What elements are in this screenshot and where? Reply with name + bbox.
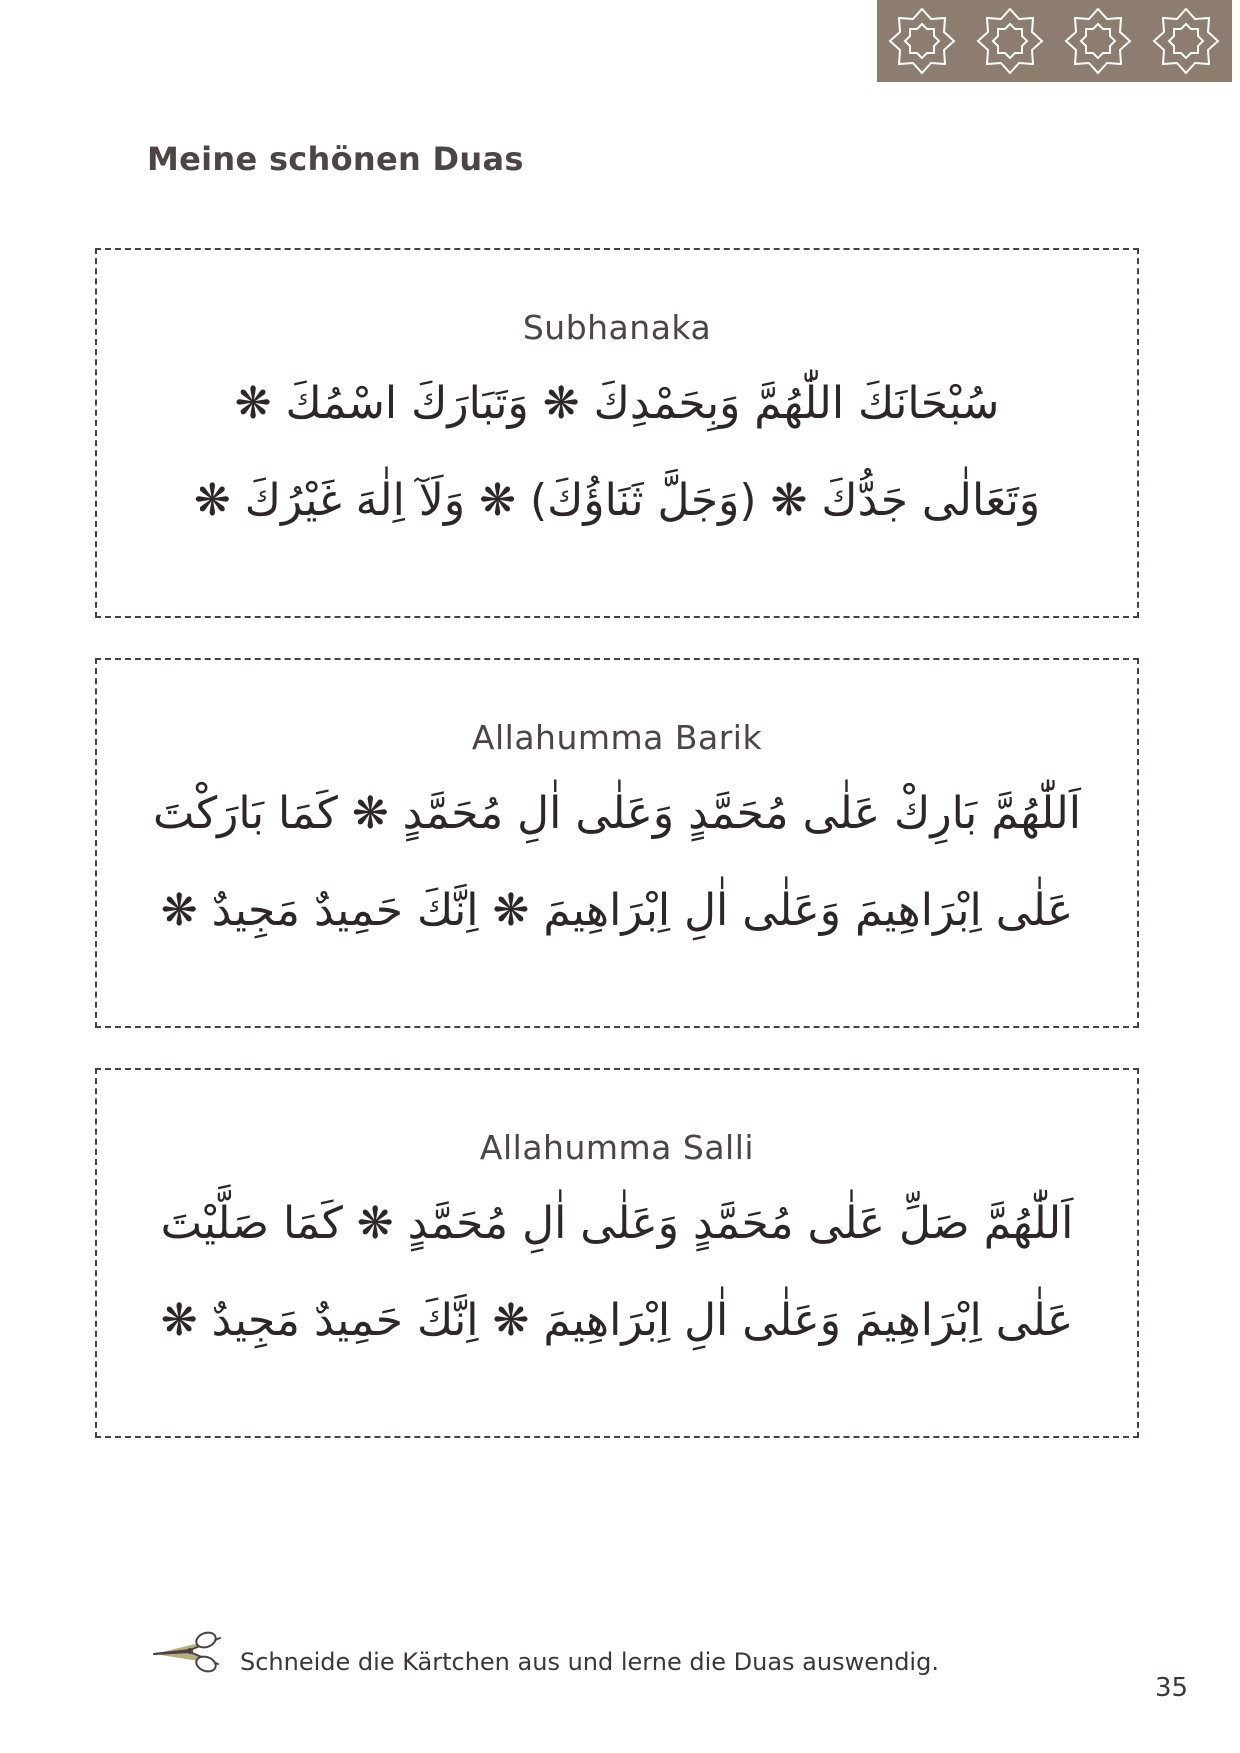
arabic-text-line: وَتَعَالٰى جَدُّكَ ❋ (وَجَلَّ ثَنَاؤُكَ) ❋ وَلَآ اِلٰهَ غَيْرُكَ ❋ xyxy=(193,475,1041,526)
page-number: 35 xyxy=(1155,1673,1189,1703)
ornament-strip xyxy=(877,0,1232,82)
card-title: Allahumma Barik xyxy=(471,718,763,757)
card-title: Subhanaka xyxy=(522,308,712,347)
arabic-text-line: سُبْحَانَكَ اللّٰهُمَّ وَبِحَمْدِكَ ❋ وَتَبَارَكَ اسْمُكَ ❋ xyxy=(234,378,1000,429)
card-title: Allahumma Salli xyxy=(479,1128,755,1167)
page-title: Meine schönen Duas xyxy=(147,140,524,178)
arabic-text-line: اَللّٰهُمَّ صَلِّ عَلٰى مُحَمَّدٍ وَعَلٰى اٰلِ مُحَمَّدٍ ❋ كَمَا صَلَّيْتَ xyxy=(160,1198,1074,1249)
scissors-icon xyxy=(150,1628,226,1676)
footer-instruction xyxy=(150,1628,1050,1688)
dua-card-allahumma-barik xyxy=(95,658,1139,1028)
dua-card-allahumma-salli xyxy=(95,1068,1139,1438)
star-pattern-icon xyxy=(877,0,1232,82)
arabic-text-line: عَلٰى اِبْرَاهِيمَ وَعَلٰى اٰلِ اِبْرَاهِيمَ ❋ اِنَّكَ حَمِيدٌ مَجِيدٌ ❋ xyxy=(160,1295,1074,1346)
arabic-text-line: عَلٰى اِبْرَاهِيمَ وَعَلٰى اٰلِ اِبْرَاهِيمَ ❋ اِنَّكَ حَمِيدٌ مَجِيدٌ ❋ xyxy=(160,885,1074,936)
arabic-text-line: اَللّٰهُمَّ بَارِكْ عَلٰى مُحَمَّدٍ وَعَلٰى اٰلِ مُحَمَّدٍ ❋ كَمَا بَارَكْتَ xyxy=(153,788,1081,839)
instruction-text: Schneide die Kärtchen aus und lerne die Duas auswendig. xyxy=(240,1648,939,1676)
dua-card-subhanaka xyxy=(95,248,1139,618)
